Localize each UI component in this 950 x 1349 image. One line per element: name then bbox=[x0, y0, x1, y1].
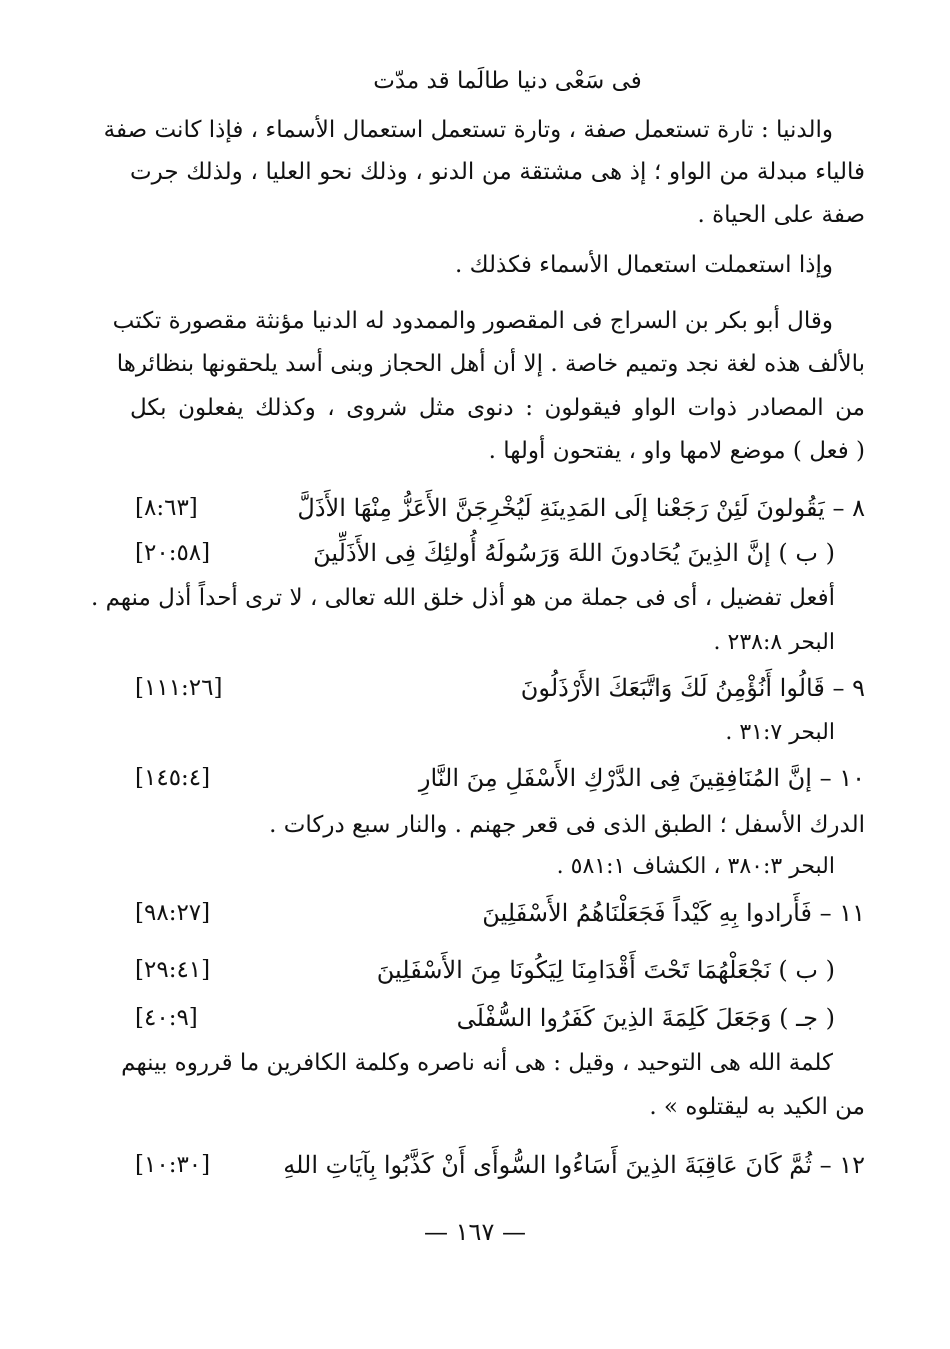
verse-entry bbox=[135, 1150, 865, 1182]
paragraph-line: فالياء مبدلة من الواو ؛ إذ هى مشتقة من الدنو ، وذلك نحو العليا ، ولذلك جرت bbox=[130, 159, 865, 185]
verse-reference: [١٠:٣٠] bbox=[135, 1152, 211, 1178]
verse-text: ( ب ) نَجْعَلْهُمَا تَحْتَ أَقْدَامِنَا لِيَكُونَا مِنَ الأَسْفَلِينَ bbox=[376, 956, 835, 984]
verse-text: ١٢ – ثُمَّ كَانَ عَاقِبَةَ الذِينَ أَسَاءُوا السُّوأَى أَنْ كَذَّبُوا بِآيَاتِ اللهِ bbox=[283, 1151, 865, 1179]
paragraph-line: بالألف هذه لغة نجد وتميم خاصة . إلا أن أهل الحجاز وبنى أسد يلحقونها بنظائرها bbox=[116, 351, 865, 377]
source-line: البحر ٢٣٨:٨ . bbox=[713, 630, 835, 655]
paragraph-line: ( فعل ) موضع لامها واو ، يفتحون أولها . bbox=[488, 438, 865, 464]
verse-entry bbox=[135, 763, 865, 795]
commentary-line: كلمة الله هى التوحيد ، وقيل : هى أنه ناصره وكلمة الكافرين ما قرروه بينهم bbox=[121, 1050, 833, 1076]
verse-reference: [٨:٦٣] bbox=[135, 495, 198, 521]
source-line: البحر ٣٨٠:٣ ، الكشاف ٥٨١:١ . bbox=[556, 854, 835, 879]
verse-entry bbox=[135, 898, 865, 930]
page-number: — ١٦٧ — bbox=[424, 1218, 526, 1246]
verse-text: ( ب ) إنَّ الذِينَ يُحَادونَ اللهَ وَرَسُولَهُ أُولئِكَ فِى الأَذَلِّينَ bbox=[313, 539, 835, 567]
paragraph-line: من المصادر ذوات الواو فيقولون : دنوى مثل شروى ، وكذلك يفعلون بكل bbox=[130, 395, 865, 421]
verse-reference: [٤٠:٩] bbox=[135, 1005, 198, 1031]
paragraph-line: والدنيا : تارة تستعمل صفة ، وتارة تستعمل استعمال الأسماء ، فإذا كانت صفة bbox=[103, 117, 833, 143]
verse-text: ( جـ ) وَجَعَلَ كَلِمَةَ الذِينَ كَفَرُوا السُّفْلَى bbox=[456, 1004, 835, 1032]
verse-text: ٩ – قَالُوا أَنُؤْمِنُ لَكَ وَاتَّبَعَكَ الأَرْذَلُونَ bbox=[520, 674, 865, 702]
verse-reference: [١١١:٢٦] bbox=[135, 675, 223, 701]
verse-reference: [١٤٥:٤] bbox=[135, 765, 211, 791]
verse-reference: [٢٠:٥٨] bbox=[135, 540, 211, 566]
verse-reference: [٩٨:٢٧] bbox=[135, 900, 211, 926]
source-line: البحر ٣١:٧ . bbox=[725, 720, 835, 745]
verse-text: ١١ – فَأَرادوا بِهِ كَيْداً فَجَعَلْنَاهُمُ الأَسْفَلِينَ bbox=[482, 899, 865, 927]
verse-reference: [٢٩:٤١] bbox=[135, 957, 211, 983]
verse-entry bbox=[135, 538, 865, 570]
paragraph-line: صفة على الحياة . bbox=[697, 202, 865, 228]
verse-line: فى سَعْى دنيا طالَما قد مدّت bbox=[373, 68, 642, 94]
verse-entry bbox=[135, 955, 865, 987]
commentary-line: أفعل تفضيل ، أى فى جملة من هو أذل خلق الله تعالى ، لا ترى أحداً أذل منهم . bbox=[90, 585, 835, 611]
paragraph-line: وقال أبو بكر بن السراج فى المقصور والممدود له الدنيا مؤنثة مقصورة تكتب bbox=[112, 308, 833, 334]
commentary-line: الدرك الأسفل ؛ الطبق الذى فى قعر جهنم . والنار سبع دركات . bbox=[269, 812, 865, 838]
verse-entry bbox=[135, 493, 865, 525]
verse-text: ٨ – يَقُولونَ لَئِنْ رَجَعْنا إلَى المَدِينَةِ لَيُخْرِجَنَّ الأَعَزُّ مِنْهَا الأَذَلَّ bbox=[297, 494, 865, 522]
commentary-line: من الكيد به ليقتلوه » . bbox=[649, 1094, 865, 1120]
verse-entry bbox=[135, 673, 865, 705]
verse-entry bbox=[135, 1003, 865, 1035]
verse-text: ١٠ – إنَّ المُنَافِقِينَ فِى الدَّرْكِ الأَسْفَلِ مِنَ النَّارِ bbox=[418, 764, 865, 792]
paragraph-line: وإذا استعملت استعمال الأسماء فكذلك . bbox=[455, 252, 833, 278]
